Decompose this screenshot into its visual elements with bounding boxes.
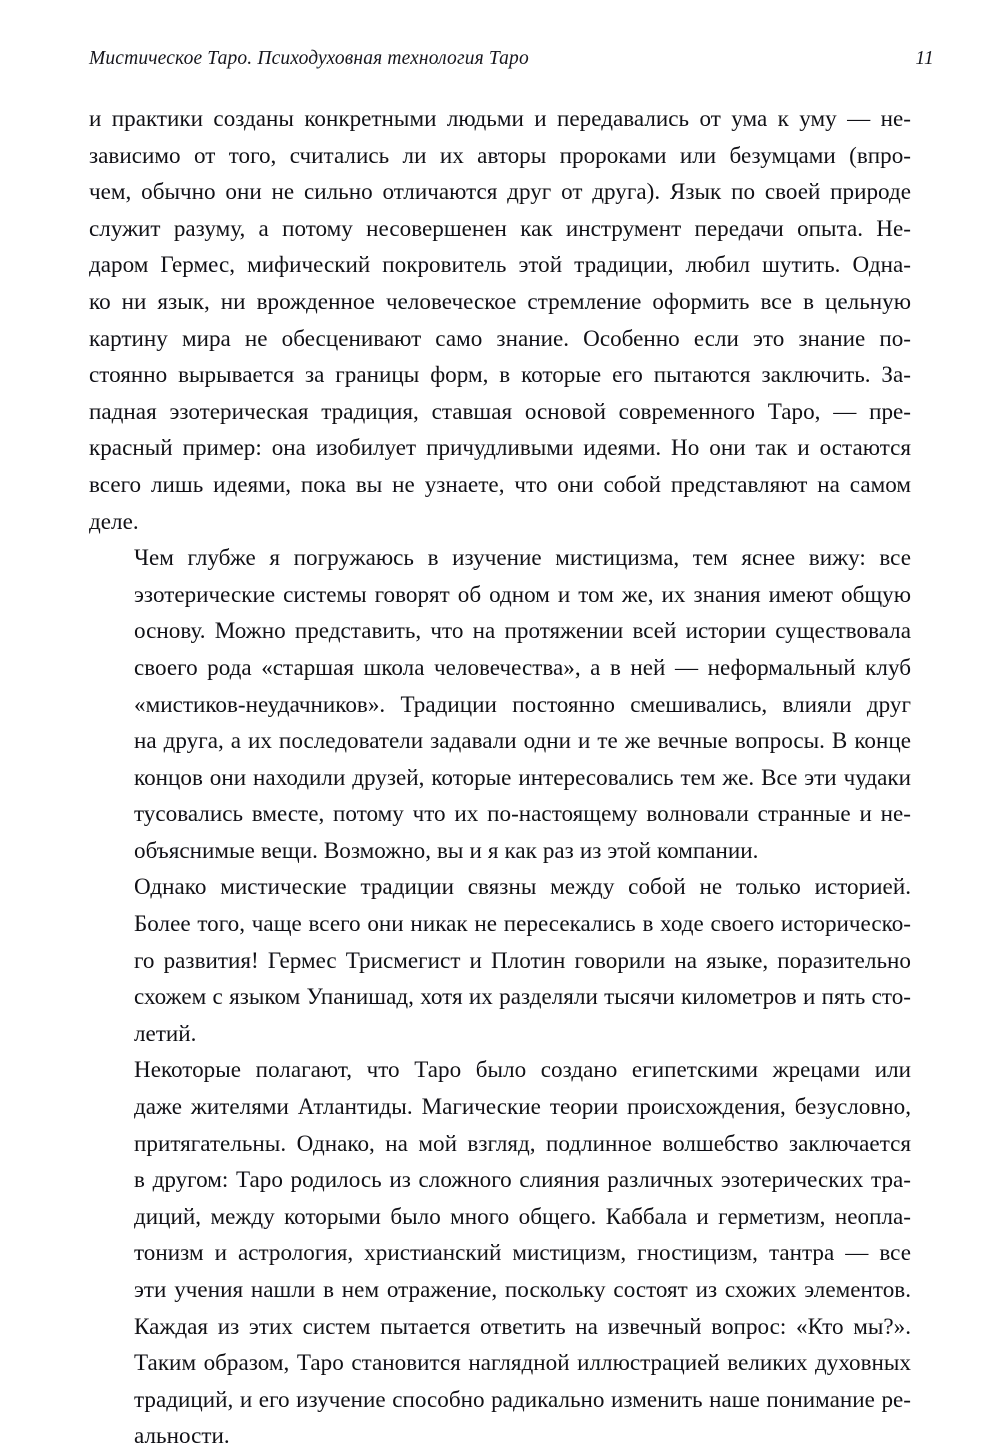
paragraph: [89, 539, 911, 868]
text-line: эти учения нашли в нем отражение, поскольку состоят из схожих элементов.: [134, 1276, 911, 1302]
text-line: тонизм и астрология, христианский мистицизм, гностицизм, тантра — все: [134, 1239, 911, 1266]
text-line: «мистиков-неудачников». Традиции постоянно смешивались, влияли друг: [134, 690, 911, 717]
text-line: альности.: [134, 1422, 230, 1449]
running-head-title: Мистическое Таро. Психодуховная технология Таро: [89, 48, 529, 69]
text-line: диций, между которыми было много общего. Каббала и герметизм, неопла-: [134, 1202, 911, 1229]
text-line: Чем глубже я погружаюсь в изучение мистицизма, тем яснее вижу: все: [134, 544, 911, 571]
page-number: 11: [915, 48, 934, 69]
text-line: традиций, и его изучение способно радикально изменить наше понимание ре-: [134, 1385, 911, 1412]
text-line: своего рода «старшая школа человечества», а в ней — неформальный клуб: [134, 653, 911, 680]
text-line: падная эзотерическая традиция, ставшая основой современного Таро, — пре-: [89, 397, 911, 424]
paragraph: [89, 100, 911, 539]
text-line: Каждая из этих систем пытается ответить на извечный вопрос: «Кто мы?».: [134, 1312, 911, 1339]
text-line: всего лишь идеями, пока вы не узнаете, что они собой представляют на самом: [89, 470, 911, 497]
text-line: Некоторые полагают, что Таро было создано египетскими жрецами или: [134, 1056, 911, 1083]
running-head: [89, 48, 934, 76]
text-line: эзотерические системы говорят об одном и том же, их знания имеют общую: [134, 580, 911, 607]
text-line: объяснимые вещи. Возможно, вы и я как раз из этой компании.: [134, 836, 759, 863]
text-line: зависимо от того, считались ли их авторы пророками или безумцами (впро-: [89, 141, 911, 168]
text-line: даже жителями Атлантиды. Магические теории происхождения, безусловно,: [134, 1093, 911, 1120]
text-line: Более того, чаще всего они никак не пересекались в ходе своего историческо-: [134, 910, 911, 937]
text-line: концов они находили друзей, которые интересовались тем же. Все эти чудаки: [134, 763, 911, 790]
text-line: тусовались вместе, потому что их по-настоящему волновали странные и не-: [134, 800, 911, 827]
text-line: красный пример: она изобилует причудливыми идеями. Но они так и остаются: [89, 434, 911, 461]
paragraph: [89, 1051, 911, 1454]
text-line: схожем с языком Упанишад, хотя их разделяли тысячи километров и пять сто-: [134, 983, 911, 1010]
text-line: служит разуму, а потому несовершенен как инструмент передачи опыта. Не-: [89, 214, 911, 241]
text-line: на друга, а их последователи задавали одни и те же вечные вопросы. В конце: [134, 727, 911, 754]
text-line: Таким образом, Таро становится наглядной иллюстрацией великих духовных: [134, 1349, 911, 1376]
text-line: даром Гермес, мифический покровитель этой традиции, любил шутить. Одна-: [89, 251, 911, 278]
body-text-block: [89, 100, 911, 1454]
text-line: летий.: [134, 1019, 197, 1046]
paragraph: [89, 868, 911, 1051]
text-line: чем, обычно они не сильно отличаются друг от друга). Язык по своей природе: [89, 178, 911, 205]
text-line: в другом: Таро родилось из сложного слияния различных эзотерических тра-: [134, 1166, 911, 1193]
text-line: деле.: [89, 507, 139, 534]
text-line: картину мира не обесценивают само знание. Особенно если это знание по-: [89, 324, 911, 351]
text-line: стоянно вырывается за границы форм, в которые его пытаются заключить. За-: [89, 361, 911, 388]
text-line: Однако мистические традиции связны между собой не только историей.: [134, 873, 911, 900]
text-line: и практики созданы конкретными людьми и передавались от ума к уму — не-: [89, 105, 911, 131]
text-line: основу. Можно представить, что на протяжении всей истории существовала: [134, 617, 911, 644]
text-line: ко ни язык, ни врожденное человеческое стремление оформить все в цельную: [89, 287, 911, 314]
text-line: притягательны. Однако, на мой взгляд, подлинное волшебство заключается: [134, 1129, 911, 1156]
text-line: го развития! Гермес Трисмегист и Плотин говорили на языке, поразительно: [134, 946, 911, 973]
